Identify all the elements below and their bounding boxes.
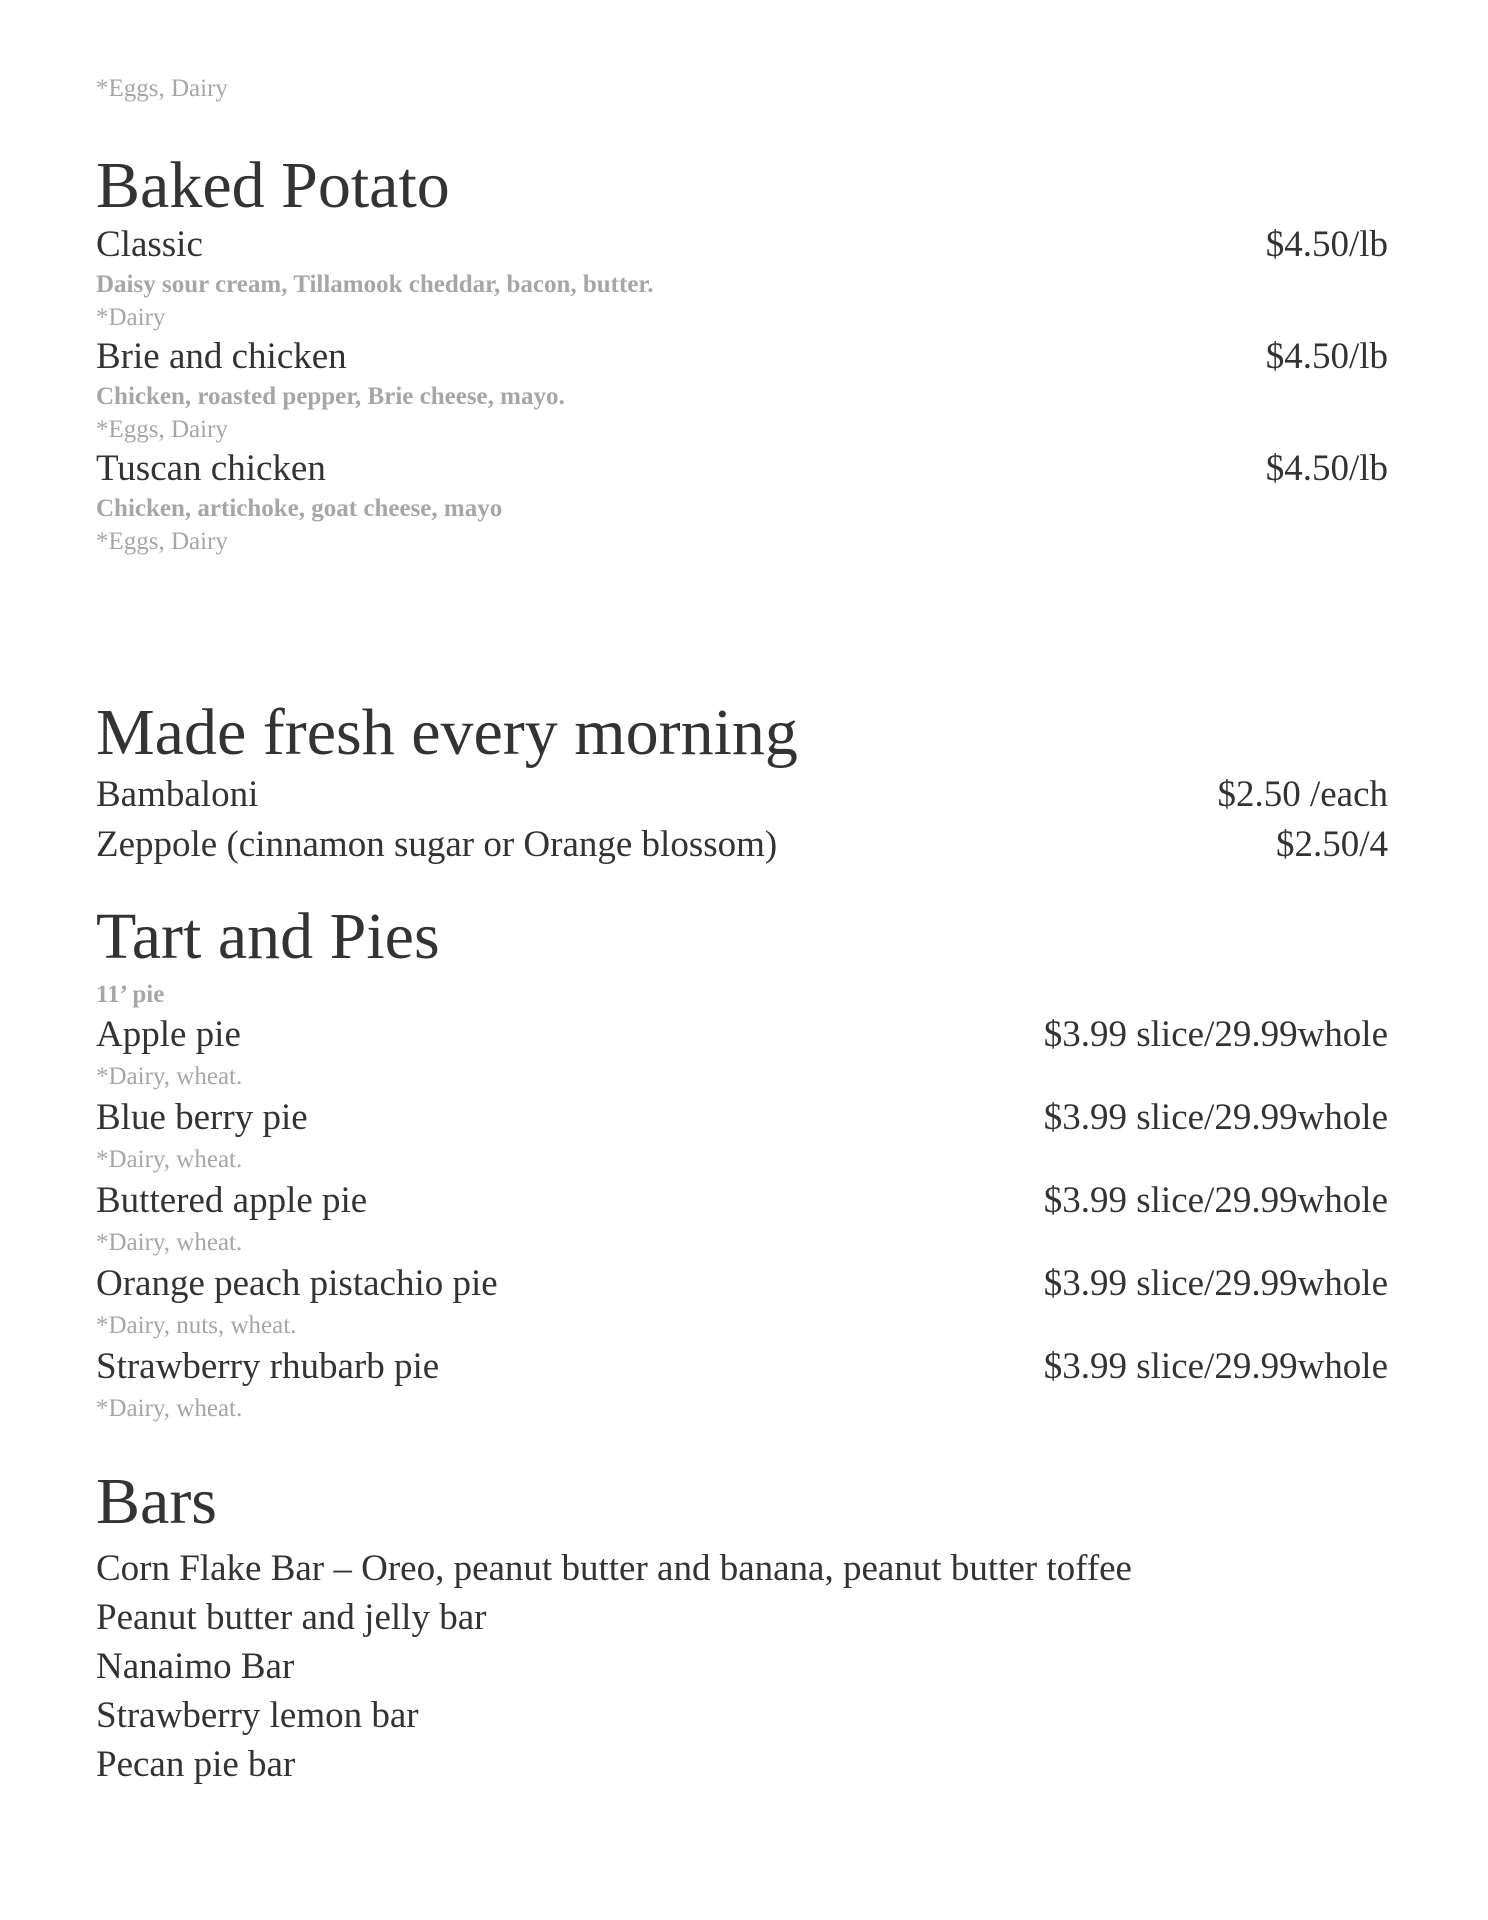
item-price: $2.50 /each (1217, 774, 1388, 815)
menu-item-buttered-apple-pie (96, 1178, 1388, 1224)
section-heading-tart-and-pies: Tart and Pies (96, 900, 440, 973)
item-price: $3.99 slice/29.99whole (1043, 1097, 1388, 1138)
item-name: Brie and chicken (96, 336, 347, 377)
item-name: Zeppole (cinnamon sugar or Orange blossom) (96, 824, 778, 865)
item-name: Orange peach pistachio pie (96, 1263, 498, 1304)
top-allergen-note: *Eggs, Dairy (96, 75, 228, 102)
menu-item-bambaloni (96, 770, 1388, 820)
bar-item: Peanut butter and jelly bar (96, 1597, 487, 1638)
item-allergens: *Dairy, wheat. (96, 1063, 243, 1090)
item-price: $3.99 slice/29.99whole (1043, 1263, 1388, 1304)
item-description: Chicken, roasted pepper, Brie cheese, mayo. (96, 383, 565, 410)
item-price: $3.99 slice/29.99whole (1043, 1346, 1388, 1387)
item-name: Buttered apple pie (96, 1180, 368, 1221)
item-description: Chicken, artichoke, goat cheese, mayo (96, 495, 503, 522)
item-description: Daisy sour cream, Tillamook cheddar, bacon, butter. (96, 271, 654, 298)
item-price: $4.50/lb (1265, 224, 1388, 265)
menu-page (96, 0, 1388, 1920)
section-heading-made-fresh: Made fresh every morning (96, 696, 798, 769)
menu-item-tuscan-chicken (96, 446, 1388, 492)
item-price: $3.99 slice/29.99whole (1043, 1180, 1388, 1221)
pie-size-note: 11’ pie (96, 981, 165, 1008)
menu-item-strawberry-rhubarb-pie (96, 1344, 1388, 1390)
bar-item: Strawberry lemon bar (96, 1695, 419, 1736)
menu-item-blue-berry-pie (96, 1095, 1388, 1141)
item-price: $2.50/4 (1275, 824, 1388, 865)
menu-item-classic (96, 222, 1388, 268)
item-name: Tuscan chicken (96, 448, 326, 489)
item-allergens: *Eggs, Dairy (96, 528, 228, 555)
item-allergens: *Dairy, nuts, wheat. (96, 1312, 297, 1339)
menu-item-zeppole (96, 820, 1388, 870)
item-name: Bambaloni (96, 774, 259, 815)
menu-item-orange-peach-pistachio-pie (96, 1261, 1388, 1307)
menu-item-apple-pie (96, 1012, 1388, 1058)
bar-item: Corn Flake Bar – Oreo, peanut butter and banana, peanut butter toffee (96, 1548, 1132, 1589)
item-price: $4.50/lb (1265, 336, 1388, 377)
item-name: Apple pie (96, 1014, 241, 1055)
item-allergens: *Dairy, wheat. (96, 1146, 243, 1173)
item-allergens: *Dairy, wheat. (96, 1229, 243, 1256)
item-allergens: *Dairy (96, 304, 166, 331)
bar-item: Nanaimo Bar (96, 1646, 295, 1687)
item-allergens: *Eggs, Dairy (96, 416, 228, 443)
item-name: Strawberry rhubarb pie (96, 1346, 440, 1387)
menu-item-brie-and-chicken (96, 334, 1388, 380)
section-heading-baked-potato: Baked Potato (96, 149, 450, 222)
section-heading-bars: Bars (96, 1465, 217, 1538)
item-price: $4.50/lb (1265, 448, 1388, 489)
item-name: Classic (96, 224, 203, 265)
item-price: $3.99 slice/29.99whole (1043, 1014, 1388, 1055)
item-name: Blue berry pie (96, 1097, 308, 1138)
item-allergens: *Dairy, wheat. (96, 1395, 243, 1422)
bar-item: Pecan pie bar (96, 1744, 296, 1785)
